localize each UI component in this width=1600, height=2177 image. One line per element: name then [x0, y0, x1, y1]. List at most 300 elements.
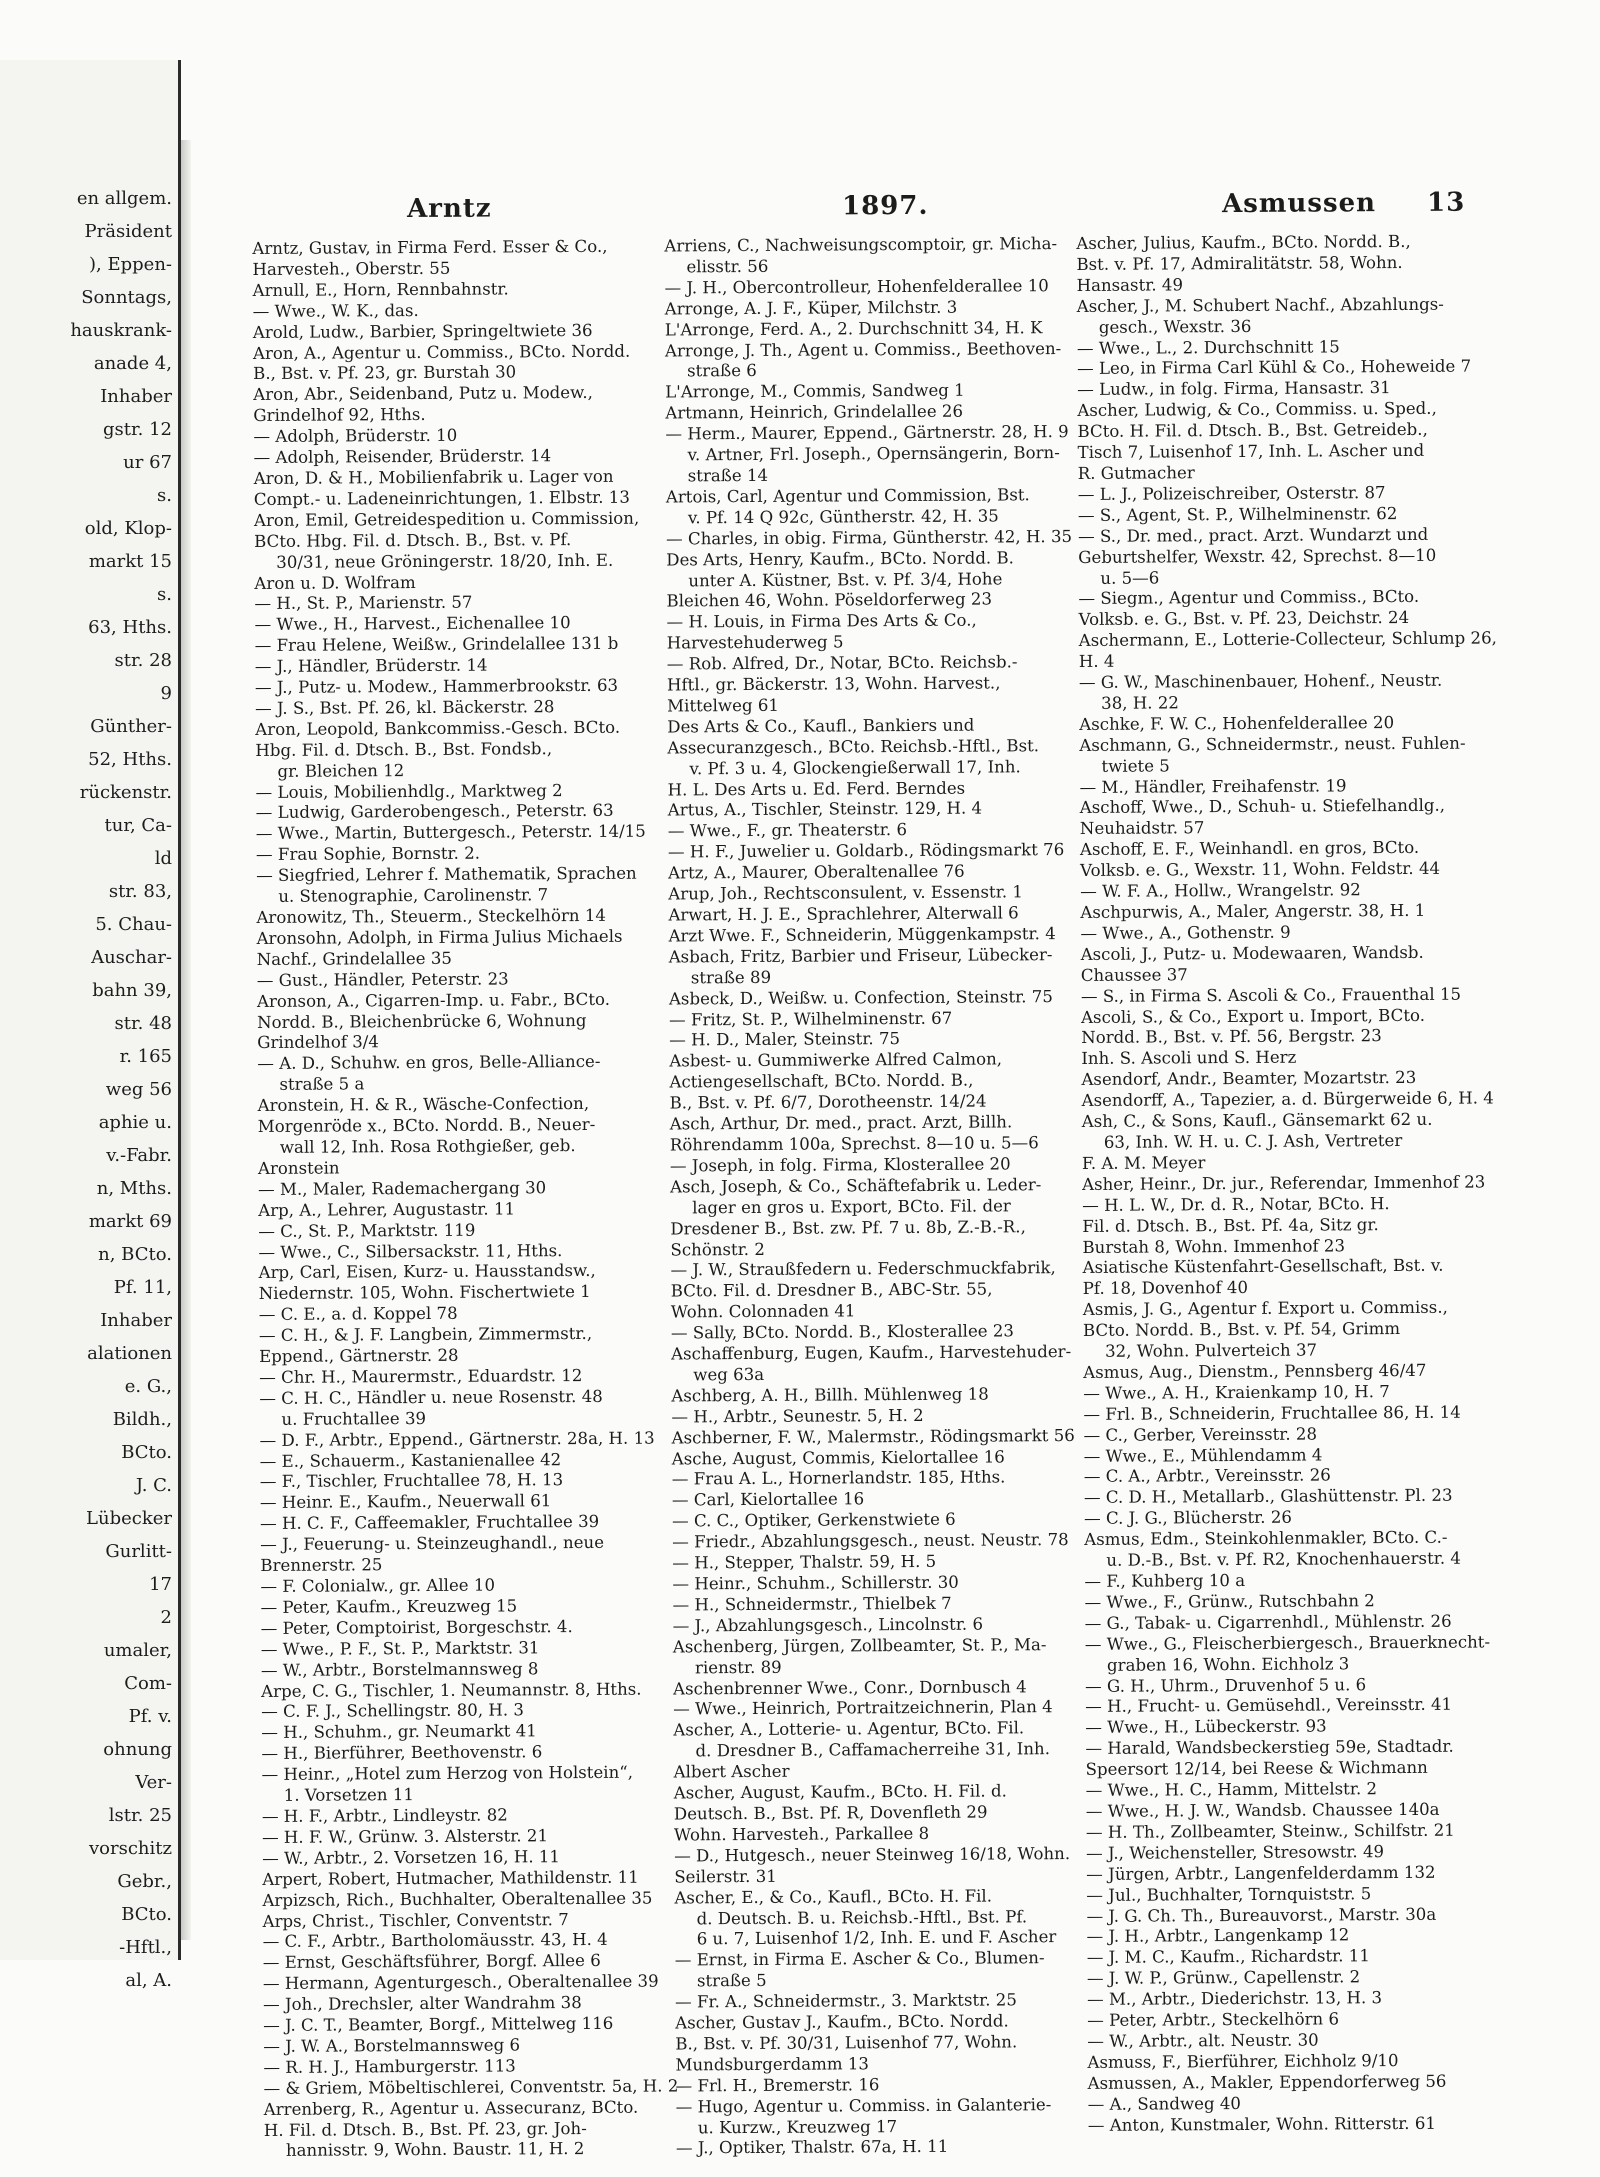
- left-page-line: Inhaber: [100, 1310, 172, 1331]
- directory-entry: Aschenberg, Jürgen, Zollbeamter, St. P., Ma-: [672, 1634, 1047, 1657]
- book-gutter: [181, 140, 191, 1940]
- directory-entry: Aronsohn, Adolph, in Firma Julius Michaels: [256, 926, 623, 948]
- directory-entry: Grindelhof 92, Hths.: [253, 405, 426, 426]
- left-page-line: e. G.,: [124, 1376, 172, 1397]
- directory-subentry: — Adolph, Brüderstr. 10: [253, 425, 458, 447]
- directory-subentry: — S., Dr. med., pract. Arzt. Wundarzt und: [1078, 524, 1429, 546]
- left-page-line: Günther-: [90, 716, 172, 737]
- directory-entry: Arpert, Robert, Hutmacher, Mathildenstr. 11: [262, 1867, 639, 1889]
- directory-subentry: — Gust., Händler, Peterstr. 23: [256, 969, 509, 990]
- directory-entry-continuation: u. D.-B., Bst. v. Pf. R2, Knochenhauerstr. 4: [1106, 1548, 1461, 1570]
- left-page-line: Inhaber: [100, 386, 172, 407]
- directory-subentry: — Heinr., Schuhm., Schillerstr. 30: [672, 1572, 959, 1594]
- directory-subentry: — W., Arbtr., Borstelmannsweg 8: [260, 1658, 539, 1680]
- directory-entry: Deutsch. B., Bst. Pf. R, Dovenfleth 29: [673, 1802, 988, 1824]
- directory-entry: Asch, Joseph, & Co., Schäftefabrik u. Leder-: [670, 1174, 1042, 1197]
- left-page-line: ld: [154, 848, 172, 869]
- directory-subentry: — H., Schneidermstr., Thielbek 7: [672, 1593, 952, 1615]
- directory-entry: H. 4: [1078, 651, 1115, 672]
- directory-entry: Arps, Christ., Tischler, Conventstr. 7: [262, 1909, 569, 1931]
- directory-entry: Hftl., gr. Bäckerstr. 13, Wohn. Harvest.,: [666, 673, 1001, 695]
- directory-subentry: — Ludw., in folg. Firma, Hansastr. 31: [1077, 378, 1391, 400]
- directory-entry: Des Arts, Henry, Kaufm., BCto. Nordd. B.: [666, 547, 1014, 570]
- directory-subentry: — C. C., Optiker, Gerkenstwiete 6: [672, 1510, 956, 1531]
- directory-subentry: — Frau A. L., Hornerlandstr. 185, Hths.: [671, 1467, 1006, 1489]
- directory-subentry: — H. F. W., Grünw. 3. Alsterstr. 21: [261, 1826, 549, 1847]
- directory-subentry: — H. D., Maler, Steinstr. 75: [669, 1029, 901, 1050]
- directory-entry: Ascher, E., & Co., Kaufl., BCto. H. Fil.: [674, 1886, 993, 1908]
- directory-entry: Volksb. e. G., Bst. v. Pf. 23, Deichstr. 24: [1078, 608, 1410, 630]
- directory-subentry: — J. M. C., Kaufm., Richardstr. 11: [1086, 1946, 1370, 1968]
- directory-entry-continuation: u. Kurzw., Kreuzweg 17: [697, 2116, 898, 2137]
- directory-subentry: — R. H. J., Hamburgerstr. 113: [263, 2056, 516, 2077]
- directory-subentry: — Fr. A., Schneidermstr., 3. Marktstr. 25: [674, 1990, 1017, 2012]
- directory-entry: Aschmann, G., Schneidermstr., neust. Fuhlen-: [1079, 733, 1466, 755]
- directory-entry: Mundsburgerdamm 13: [675, 2054, 869, 2075]
- page-number: 13: [1426, 187, 1466, 218]
- directory-entry: Asendorf, Andr., Beamter, Mozartstr. 23: [1081, 1068, 1417, 1090]
- directory-subentry: — Wwe., L., 2. Durchschnitt 15: [1076, 336, 1340, 358]
- directory-entry: Asher, Heinr., Dr. jur., Referendar, Immenhof 23: [1082, 1172, 1486, 1194]
- left-page-line: Ver-: [135, 1772, 172, 1793]
- left-page-line: n, BCto.: [98, 1244, 172, 1265]
- left-page-line: 9: [160, 683, 172, 704]
- directory-subentry: — Chr. H., Maurermstr., Eduardstr. 12: [259, 1365, 583, 1387]
- directory-subentry: — J., Händler, Brüderstr. 14: [254, 655, 488, 677]
- left-page-line: n, Mths.: [96, 1178, 172, 1199]
- left-page-line: str. 83,: [108, 881, 172, 902]
- directory-subentry: — H., Frucht- u. Gemüsehdl., Vereinsstr. 41: [1085, 1695, 1453, 1717]
- directory-subentry: — A. D., Schuhw. en gros, Belle-Alliance-: [257, 1052, 601, 1074]
- left-page-line: alationen: [87, 1343, 172, 1364]
- directory-subentry: — J. G. Ch. Th., Bureauvorst., Marstr. 30a: [1086, 1904, 1437, 1926]
- directory-entry: Arpe, C. G., Tischler, 1. Neumannstr. 8, Hths.: [261, 1679, 642, 1701]
- directory-subentry: — C. D. H., Metallarb., Glashüttenstr. Pl. 23: [1083, 1486, 1453, 1508]
- directory-subentry: — Wwe., G., Fleischerbiergesch., Brauerknecht-: [1084, 1632, 1491, 1654]
- directory-entry: Assecuranzgesch., BCto. Reichsb.-Hftl., Bst.: [667, 735, 1040, 758]
- directory-subentry: — Frl. B., Schneiderin, Fruchtallee 86, H. 14: [1083, 1402, 1461, 1424]
- directory-subentry: — M., Arbtr., Diederichstr. 13, H. 3: [1086, 1988, 1383, 2010]
- directory-entry: Asmis, J. G., Agentur f. Export u. Commiss.,: [1082, 1297, 1448, 1320]
- directory-entry-continuation: 30/31, neue Gröningerstr. 18/20, Inh. E.: [276, 550, 614, 572]
- left-page-line: anade 4,: [93, 353, 172, 374]
- directory-subentry: — Peter, Comptoirist, Borgeschstr. 4.: [260, 1616, 573, 1638]
- directory-subentry: — Ernst, in Firma E. Ascher & Co., Blumen-: [674, 1948, 1045, 1970]
- directory-subentry: — C. F. J., Schellingstr. 80, H. 3: [261, 1700, 524, 1722]
- directory-subentry: — Frau Sophie, Bornstr. 2.: [255, 843, 481, 865]
- directory-subentry: — Heinr. E., Kaufm., Neuerwall 61: [259, 1491, 552, 1513]
- directory-entry: L'Arronge, Ferd. A., 2. Durchschnitt 34, H. K: [664, 317, 1043, 340]
- column-3: [1076, 231, 1497, 2135]
- directory-entry: Chaussee 37: [1080, 965, 1188, 985]
- directory-entry: Aschaffenburg, Eugen, Kaufm., Harvestehuder-: [671, 1342, 1072, 1364]
- directory-subentry: — M., Maler, Rademachergang 30: [258, 1178, 547, 1199]
- left-page-line: Pf. 11,: [113, 1277, 172, 1298]
- directory-entry: Artus, A., Tischler, Steinstr. 129, H. 4: [667, 799, 983, 820]
- directory-entry-continuation: hannisstr. 9, Wohn. Baustr. 11, H. 2: [285, 2139, 585, 2161]
- directory-subentry: — Frau Helene, Weißw., Grindelallee 131 b: [254, 633, 619, 656]
- directory-entry: BCto. Nordd. B., Bst. v. Pf. 54, Grimm: [1082, 1319, 1401, 1341]
- directory-subentry: — F., Kuhberg 10 a: [1084, 1570, 1246, 1591]
- directory-subentry: — Charles, in obig. Firma, Güntherstr. 42, H. 35: [666, 526, 1073, 549]
- directory-subentry: — Peter, Arbtr., Steckelhörn 6: [1087, 2009, 1340, 2030]
- directory-entry: Artois, Carl, Agentur und Commission, Bst.: [665, 485, 1030, 507]
- directory-entry: Ash, C., & Sons, Kaufl., Gänsemarkt 62 u.: [1081, 1109, 1433, 1132]
- directory-entry: BCto. Fil. d. Dresdner B., ABC-Str. 55,: [670, 1279, 993, 1301]
- left-page-line: r. 165: [119, 1046, 172, 1067]
- directory-entry-continuation: v. Pf. 14 Q 92c, Güntherstr. 42, H. 35: [687, 506, 999, 528]
- directory-entry-continuation: wall 12, Inh. Rosa Rothgießer, geb.: [279, 1136, 576, 1157]
- directory-entry: Geburtshelfer, Wexstr. 42, Sprechst. 8—10: [1078, 545, 1437, 567]
- directory-entry: Aronstein, H. & R., Wäsche-Confection,: [257, 1094, 590, 1116]
- directory-subentry: — C. H. C., Händler u. neue Rosenstr. 48: [259, 1386, 603, 1408]
- directory-entry: Harvesteh., Oberstr. 55: [252, 258, 451, 279]
- directory-subentry: — Wwe., H., Lübeckerstr. 93: [1085, 1716, 1327, 1738]
- directory-entry: Arntz, Gustav, in Firma Ferd. Esser & Co.,: [252, 236, 608, 258]
- running-header: [252, 187, 1482, 233]
- directory-subentry: — H. F., Arbtr., Lindleystr. 82: [261, 1805, 508, 1826]
- directory-subentry: — Wwe., H. J. W., Wandsb. Chaussee 140a: [1085, 1799, 1440, 1821]
- directory-entry: Asbest- u. Gummiwerke Alfred Calmon,: [669, 1049, 1003, 1071]
- directory-entry: Wohn. Colonnaden 41: [670, 1301, 856, 1322]
- directory-entry-continuation: straße 5: [696, 1971, 767, 1991]
- left-page-line: s.: [157, 485, 172, 506]
- directory-subentry: — C., Gerber, Vereinsstr. 28: [1083, 1424, 1318, 1445]
- left-page-line: s.: [157, 584, 172, 605]
- directory-entry: R. Gutmacher: [1077, 463, 1195, 483]
- directory-entry: Aschoff, Wwe., D., Schuh- u. Stiefelhandlg.,: [1079, 796, 1446, 818]
- header-first-entry: Arntz: [406, 193, 492, 225]
- directory-columns: [252, 231, 1497, 2161]
- left-page-line: BCto.: [121, 1442, 172, 1463]
- directory-entry-continuation: 6 u. 7, Luisenhof 1/2, Inh. E. und F. Ascher: [696, 1927, 1057, 1949]
- left-page-line: J. C.: [135, 1475, 172, 1496]
- left-page-line: gstr. 12: [103, 419, 172, 440]
- directory-entry-continuation: unter A. Küstner, Bst. v. Pf. 3/4, Hohe: [688, 568, 1003, 590]
- directory-entry: Aron, Abr., Seidenband, Putz u. Modew.,: [253, 383, 593, 405]
- directory-entry: Asbach, Fritz, Barbier und Friseur, Lübecker-: [668, 944, 1053, 967]
- left-page-line: vorschitz: [89, 1838, 172, 1859]
- directory-subentry: — Wwe., H., Harvest., Eichenallee 10: [254, 613, 571, 635]
- left-page-line: Gurlitt-: [105, 1541, 172, 1562]
- directory-subentry: — H., Bierführer, Beethovenstr. 6: [261, 1742, 543, 1764]
- directory-subentry: — M., Händler, Freihafenstr. 19: [1079, 775, 1347, 797]
- directory-subentry: — Siegm., Agentur und Commiss., BCto.: [1078, 587, 1420, 609]
- left-page-line: 52, Hths.: [88, 749, 172, 770]
- directory-entry: Arrenberg, R., Agentur u. Assecuranz, BCto.: [263, 2097, 639, 2119]
- directory-subentry: — Joseph, in folg. Firma, Klosterallee 20: [669, 1154, 1011, 1176]
- directory-subentry: — J., Abzahlungsgesch., Lincolnstr. 6: [672, 1614, 984, 1636]
- directory-entry: Actiengesellschaft, BCto. Nordd. B.,: [669, 1070, 974, 1092]
- left-page-line: markt 69: [88, 1211, 172, 1232]
- directory-entry: Asmuss, F., Bierführer, Eichholz 9/10: [1087, 2050, 1399, 2072]
- directory-entry: Arronge, J. Th., Agent u. Commiss., Beethoven-: [664, 338, 1062, 361]
- directory-entry: Aron, A., Agentur u. Commiss., BCto. Nordd.: [252, 341, 631, 363]
- directory-subentry: — J., Weichensteller, Stresowstr. 49: [1086, 1841, 1385, 1863]
- directory-entry: Ascher, J., M. Schubert Nachf., Abzahlungs-: [1076, 294, 1444, 316]
- directory-subentry: — Louis, Mobilienhdlg., Marktweg 2: [255, 780, 563, 802]
- left-page-line: bahn 39,: [92, 980, 172, 1001]
- directory-entry-continuation: gr. Bleichen 12: [277, 760, 405, 781]
- directory-entry: Morgenröde x., BCto. Nordd. B., Neuer-: [257, 1114, 596, 1137]
- directory-entry: Ascher, Ludwig, & Co., Commiss. u. Sped.,: [1077, 399, 1437, 421]
- directory-entry-continuation: graben 16, Wohn. Eichholz 3: [1106, 1653, 1350, 1675]
- directory-subentry: — F., Tischler, Fruchtallee 78, H. 13: [259, 1470, 564, 1492]
- directory-entry: F. A. M. Meyer: [1081, 1153, 1206, 1173]
- directory-subentry: — Wwe., C., Silbersackstr. 11, Hths.: [258, 1240, 563, 1262]
- directory-entry: Hbg. Fil. d. Dtsch. B., Bst. Fondsb.,: [255, 738, 553, 760]
- directory-subentry: — H., Arbtr., Seunestr. 5, H. 2: [671, 1405, 924, 1427]
- directory-entry: Bst. v. Pf. 17, Admiralitätstr. 58, Wohn.: [1076, 252, 1403, 274]
- left-page-line: weg 56: [105, 1079, 172, 1100]
- directory-entry: Arup, Joh., Rechtsconsulent, v. Essenstr. 1: [668, 882, 1023, 904]
- directory-subentry: — W., Arbtr., 2. Vorsetzen 16, H. 11: [262, 1846, 561, 1868]
- directory-subentry: — Leo, in Firma Carl Kühl & Co., Hoheweide 7: [1077, 356, 1472, 379]
- left-page-line: ur 67: [123, 452, 172, 473]
- directory-entry: Aron, D. & H., Mobilienfabrik u. Lager von: [253, 466, 614, 488]
- left-page-line: 63, Hths.: [88, 617, 172, 638]
- directory-subentry: — Ludwig, Garderobengesch., Peterstr. 63: [255, 801, 614, 823]
- left-page-line: BCto.: [121, 1904, 172, 1925]
- directory-subentry: — Anton, Kunstmaler, Wohn. Ritterstr. 61: [1087, 2113, 1436, 2135]
- directory-entry: Asbeck, D., Weißw. u. Confection, Steinstr. 75: [668, 986, 1053, 1009]
- directory-entry: Ascher, A., Lotterie- u. Agentur, BCto. Fil.: [673, 1718, 1025, 1740]
- directory-entry: Compt.- u. Ladeneinrichtungen, 1. Elbstr. 13: [253, 487, 630, 509]
- directory-entry: Asiatische Küstenfahrt-Gesellschaft, Bst. v.: [1082, 1256, 1444, 1278]
- directory-subentry: — F. Colonialw., gr. Allee 10: [260, 1575, 496, 1596]
- directory-entry: Aschberner, F. W., Malermstr., Rödingsmarkt 56: [671, 1425, 1075, 1448]
- directory-entry-continuation: straße 6: [687, 361, 757, 381]
- left-page-line: old, Klop-: [84, 518, 172, 539]
- directory-subentry: — J., Putz- u. Modew., Hammerbrookstr. 63: [254, 675, 619, 698]
- directory-entry: Speersort 12/14, bei Reese & Wichmann: [1085, 1758, 1428, 1780]
- directory-subentry: — Wwe., A. H., Kraienkamp 10, H. 7: [1083, 1381, 1390, 1403]
- left-page-line: Bildh.,: [112, 1409, 172, 1430]
- left-page-line: 2: [160, 1607, 172, 1628]
- directory-entry-continuation: v. Artner, Frl. Joseph., Opernsängerin, Born-: [687, 443, 1060, 465]
- left-page-line: ohnung: [103, 1739, 172, 1760]
- left-page-line: v.-Fabr.: [106, 1145, 172, 1166]
- directory-entry: Asendorff, A., Tapezier, a. d. Bürgerweide 6, H. 4: [1081, 1088, 1494, 1111]
- directory-entry: Niedernstr. 105, Wohn. Fischertwiete 1: [258, 1282, 591, 1304]
- directory-entry: Bleichen 46, Wohn. Pöseldorferweg 23: [666, 589, 993, 611]
- directory-entry: Asmussen, A., Makler, Eppendorferweg 56: [1087, 2071, 1447, 2093]
- directory-entry: Ascoli, S., & Co., Export u. Import, BCto.: [1080, 1005, 1425, 1027]
- directory-entry: Ascher, August, Kaufm., BCto. H. Fil. d.: [673, 1781, 1007, 1803]
- directory-entry: Asmus, Edm., Steinkohlenmakler, BCto. C.-: [1084, 1527, 1448, 1550]
- directory-entry: Volksb. e. G., Wexstr. 11, Wohn. Feldstr. 44: [1080, 858, 1441, 881]
- directory-subentry: — A., Sandweg 40: [1087, 2093, 1242, 2114]
- directory-entry: Artmann, Heinrich, Grindelallee 26: [665, 401, 964, 423]
- directory-subentry: — C. J. G., Blücherstr. 26: [1084, 1507, 1292, 1529]
- directory-entry: Aschke, F. W. C., Hohenfelderallee 20: [1079, 712, 1395, 734]
- directory-subentry: — Wwe., F., Grünw., Rutschbahn 2: [1084, 1591, 1375, 1612]
- directory-entry: Arriens, C., Nachweisungscomptoir, gr. Micha-: [664, 234, 1058, 256]
- directory-subentry: — Wwe., E., Mühlendamm 4: [1083, 1445, 1323, 1466]
- directory-subentry: — J. S., Bst. Pf. 26, kl. Bäckerstr. 28: [255, 697, 555, 718]
- left-page-line: str. 48: [114, 1013, 172, 1034]
- directory-entry: Aschberg, A. H., Billh. Mühlenweg 18: [671, 1384, 989, 1406]
- directory-entry-continuation: v. Pf. 3 u. 4, Glockengießerwall 17, Inh.: [689, 756, 1021, 778]
- left-page-line: 5. Chau-: [95, 914, 172, 935]
- directory-entry: Arnull, E., Horn, Rennbahnstr.: [252, 279, 509, 300]
- directory-subentry: — Siegfried, Lehrer f. Mathematik, Sprachen: [256, 863, 637, 886]
- directory-subentry: — S., Agent, St. P., Wilhelminenstr. 62: [1077, 503, 1398, 525]
- directory-subentry: — W. F. A., Hollw., Wrangelstr. 92: [1080, 880, 1361, 902]
- directory-subentry: — C. E., a. d. Koppel 78: [258, 1303, 458, 1325]
- directory-subentry: — Peter, Kaufm., Kreuzweg 15: [260, 1596, 518, 1617]
- directory-entry: Arronge, A. J. F., Küper, Milchstr. 3: [664, 297, 958, 319]
- left-page-line: Gebr.,: [117, 1871, 172, 1892]
- left-page-line: Auschar-: [91, 947, 172, 968]
- directory-subentry: — Adolph, Reisender, Brüderstr. 14: [253, 446, 552, 468]
- header-year: 1897.: [841, 190, 929, 222]
- directory-subentry: — H. F., Juwelier u. Goldarb., Rödingsmarkt 76: [667, 840, 1065, 862]
- left-page-line: Com-: [124, 1673, 172, 1694]
- directory-subentry: — Wwe., Heinrich, Portraitzeichnerin, Plan 4: [673, 1697, 1053, 1719]
- directory-subentry: — C. A., Arbtr., Vereinsstr. 26: [1083, 1465, 1331, 1487]
- directory-entry-continuation: rienstr. 89: [694, 1657, 782, 1677]
- left-page-line: Lübecker: [86, 1508, 172, 1529]
- directory-subentry: — D. F., Arbtr., Eppend., Gärtnerstr. 28a, H. 13: [259, 1428, 655, 1450]
- directory-subentry: — C., St. P., Marktstr. 119: [258, 1220, 476, 1241]
- directory-subentry: — Friedr., Abzahlungsgesch., neust. Neustr. 78: [672, 1530, 1069, 1552]
- left-page-line: -Hftl.,: [119, 1937, 172, 1958]
- directory-entry: Mittelweg 61: [667, 695, 779, 716]
- directory-entry: Des Arts & Co., Kaufl., Bankiers und: [667, 715, 975, 737]
- directory-subentry: — C. H., & J. F. Langbein, Zimmermstr.,: [258, 1324, 593, 1346]
- directory-entry: Dresdener B., Bst. zw. Pf. 7 u. 8b, Z.-B.-R.,: [670, 1216, 1026, 1239]
- directory-subentry: — Ernst, Geschäftsführer, Borgf. Allee 6: [262, 1951, 601, 1973]
- left-page-line: str. 28: [114, 650, 172, 671]
- directory-entry: Asche, August, Commis, Kielortallee 16: [671, 1446, 1005, 1469]
- directory-entry: Röhrendamm 100a, Sprechst. 8—10 u. 5—6: [669, 1133, 1039, 1155]
- directory-subentry: — Wwe., Martin, Buttergesch., Peterstr. 14/15: [255, 821, 646, 844]
- directory-entry-continuation: weg 63a: [693, 1364, 765, 1385]
- directory-entry: L'Arronge, M., Commis, Sandweg 1: [665, 380, 965, 402]
- directory-subentry: — S., in Firma S. Ascoli & Co., Frauenthal 15: [1080, 984, 1462, 1006]
- directory-subentry: — C. F., Arbtr., Bartholomäusstr. 43, H. 4: [262, 1930, 608, 1952]
- left-page-line: Präsident: [84, 221, 172, 242]
- directory-entry: Brennerstr. 25: [260, 1555, 383, 1576]
- directory-entry: Arzt Wwe. F., Schneiderin, Müggenkampstr. 4: [668, 924, 1056, 946]
- directory-entry: Burstah 8, Wohn. Immenhof 23: [1082, 1235, 1346, 1257]
- directory-entry-continuation: d. Dresdner B., Caffamacherreihe 31, Inh.: [695, 1739, 1051, 1761]
- directory-subentry: — H., Schuhm., gr. Neumarkt 41: [261, 1721, 537, 1743]
- directory-entry: Asch, Arthur, Dr. med., pract. Arzt, Billh.: [669, 1112, 1013, 1134]
- directory-entry: Arp, Carl, Eisen, Kurz- u. Hausstandsw.,: [258, 1261, 596, 1283]
- directory-entry: Fil. d. Dtsch. B., Bst. Pf. 4a, Sitz gr.: [1082, 1214, 1379, 1236]
- directory-entry: Ascher, Julius, Kaufm., BCto. Nordd. B.,: [1076, 231, 1411, 253]
- directory-entry: BCto. H. Fil. d. Dtsch. B., Bst. Getreideb.,: [1077, 419, 1428, 442]
- directory-subentry: — G. W., Maschinenbauer, Hohenf., Neustr.: [1078, 670, 1443, 692]
- directory-entry: Aronstein: [257, 1158, 340, 1178]
- directory-entry: Aronowitz, Th., Steuerm., Steckelhörn 14: [256, 905, 606, 927]
- left-page-line: al, A.: [125, 1970, 172, 1991]
- directory-subentry: — J. H., Obercontrolleur, Hohenfelderallee 10: [664, 275, 1049, 298]
- directory-entry: Neuhaidstr. 57: [1079, 818, 1205, 839]
- directory-entry-continuation: straße 89: [690, 967, 772, 988]
- left-page-line: tur, Ca-: [104, 815, 172, 836]
- directory-entry: Harvestehuderweg 5: [666, 632, 844, 653]
- directory-subentry: — G., Tabak- u. Cigarrenhdl., Mühlenstr. 26: [1084, 1611, 1452, 1633]
- directory-entry: Arwart, H. J. E., Sprachlehrer, Alterwall 6: [668, 903, 1019, 925]
- directory-subentry: — Wwe., A., Gothenstr. 9: [1080, 922, 1291, 943]
- directory-entry: Aschpurwis, A., Maler, Angerstr. 38, H. 1: [1080, 900, 1426, 922]
- directory-subentry: — Joh., Drechsler, alter Wandrahm 38: [262, 1993, 582, 2015]
- directory-subentry: — Wwe., P. F., St. P., Marktstr. 31: [260, 1637, 540, 1659]
- left-page-line: rückenstr.: [79, 782, 172, 803]
- directory-subentry: — J., Feuerung- u. Steinzeughandl., neue: [260, 1533, 605, 1555]
- directory-subentry: — & Griem, Möbeltischlerei, Conventstr. 5a, H. 2: [263, 2076, 679, 2098]
- left-page-line: Sonntags,: [81, 287, 172, 308]
- directory-entry-continuation: elisstr. 56: [686, 256, 769, 277]
- directory-entry-continuation: twiete 5: [1101, 756, 1170, 776]
- left-page-line: ), Eppen-: [89, 254, 172, 275]
- directory-entry-continuation: straße 5 a: [279, 1074, 365, 1095]
- directory-entry: BCto. Hbg. Fil. d. Dtsch. B., Bst. v. Pf.: [254, 529, 572, 551]
- directory-entry-continuation: 1. Vorsetzen 11: [283, 1785, 414, 1805]
- left-page-line: markt 15: [88, 551, 172, 572]
- directory-entry: Seilerstr. 31: [674, 1866, 777, 1887]
- column-1: [252, 236, 679, 2161]
- directory-entry: Aschoff, E. F., Weinhandl. en gros, BCto.: [1079, 838, 1420, 860]
- directory-subentry: — J. H., Arbtr., Langenkamp 12: [1086, 1925, 1350, 1947]
- directory-entry: B., Bst. v. Pf. 23, gr. Burstah 30: [253, 362, 517, 384]
- directory-entry: Nachf., Grindelallee 35: [256, 948, 452, 969]
- directory-page: [252, 187, 1497, 2161]
- directory-subentry: — Rob. Alfred, Dr., Notar, BCto. Reichsb.-: [666, 652, 1018, 674]
- directory-entry-continuation: gesch., Wexstr. 36: [1098, 316, 1252, 337]
- directory-subentry: — H., Stepper, Thalstr. 59, H. 5: [672, 1551, 937, 1573]
- directory-subentry: — Wwe., H. C., Hamm, Mittelstr. 2: [1085, 1779, 1378, 1800]
- left-page-line: 17: [149, 1574, 172, 1595]
- directory-subentry: — J. W. P., Grünw., Capellenstr. 2: [1086, 1967, 1361, 1989]
- directory-subentry: — Harald, Wandsbeckerstieg 59e, Stadtadr.: [1085, 1736, 1454, 1759]
- directory-entry-continuation: u. Fruchtallee 39: [281, 1408, 427, 1429]
- directory-subentry: — J. W., Straußfedern u. Federschmuckfabrik,: [670, 1258, 1056, 1280]
- directory-entry: B., Bst. v. Pf. 30/31, Luisenhof 77, Wohn.: [675, 2032, 1018, 2054]
- directory-entry: Ascoli, J., Putz- u. Modewaaren, Wandsb.: [1080, 942, 1424, 964]
- directory-entry-continuation: 63, Inh. W. H. u. C. J. Ash, Vertreter: [1103, 1130, 1403, 1152]
- directory-entry: Arp, A., Lehrer, Augustastr. 11: [258, 1199, 516, 1220]
- directory-entry-continuation: 38, H. 22: [1101, 693, 1179, 713]
- directory-entry-continuation: d. Deutsch. B. u. Reichsb.-Hftl., Bst. Pf.: [696, 1906, 1028, 1928]
- directory-entry: Albert Ascher: [673, 1761, 790, 1782]
- left-page-line: Pf. v.: [128, 1706, 172, 1727]
- column-2: [664, 234, 1077, 2158]
- directory-entry: Nordd. B., Bleichenbrücke 6, Wohnung: [256, 1010, 587, 1032]
- directory-subentry: — Frl. H., Bremerstr. 16: [675, 2074, 880, 2096]
- directory-entry: Aschenbrenner Wwe., Conr., Dornbusch 4: [673, 1676, 1027, 1698]
- directory-entry: Asmus, Aug., Dienstm., Pennsberg 46/47: [1083, 1360, 1427, 1382]
- directory-subentry: — Hugo, Agentur u. Commiss. in Galanterie-: [675, 2094, 1052, 2117]
- directory-entry-continuation: u. 5—6: [1100, 567, 1160, 588]
- directory-subentry: — J., Optiker, Thalstr. 67a, H. 11: [675, 2137, 949, 2158]
- directory-entry: Aschermann, E., Lotterie-Collecteur, Schlump 26,: [1078, 628, 1497, 651]
- directory-entry: Artz, A., Maurer, Oberaltenallee 76: [668, 861, 965, 883]
- directory-entry-continuation: lager en gros u. Export, BCto. Fil. der: [692, 1196, 1011, 1218]
- directory-subentry: — L. J., Polizeischreiber, Osterstr. 87: [1077, 482, 1386, 504]
- directory-subentry: — Jul., Buchhalter, Tornquiststr. 5: [1086, 1883, 1372, 1905]
- directory-entry: Inh. S. Ascoli und S. Herz: [1081, 1047, 1297, 1069]
- directory-subentry: — J. W. A., Borstelmannsweg 6: [263, 2035, 521, 2056]
- left-page-line: umaler,: [103, 1640, 172, 1661]
- directory-entry: B., Bst. v. Pf. 6/7, Dorotheenstr. 14/24: [669, 1091, 987, 1113]
- directory-entry: Arpizsch, Rich., Buchhalter, Oberaltenallee 35: [262, 1888, 653, 1910]
- directory-subentry: — Wwe., F., gr. Theaterstr. 6: [667, 820, 908, 841]
- header-last-entry: Asmussen: [1221, 188, 1377, 220]
